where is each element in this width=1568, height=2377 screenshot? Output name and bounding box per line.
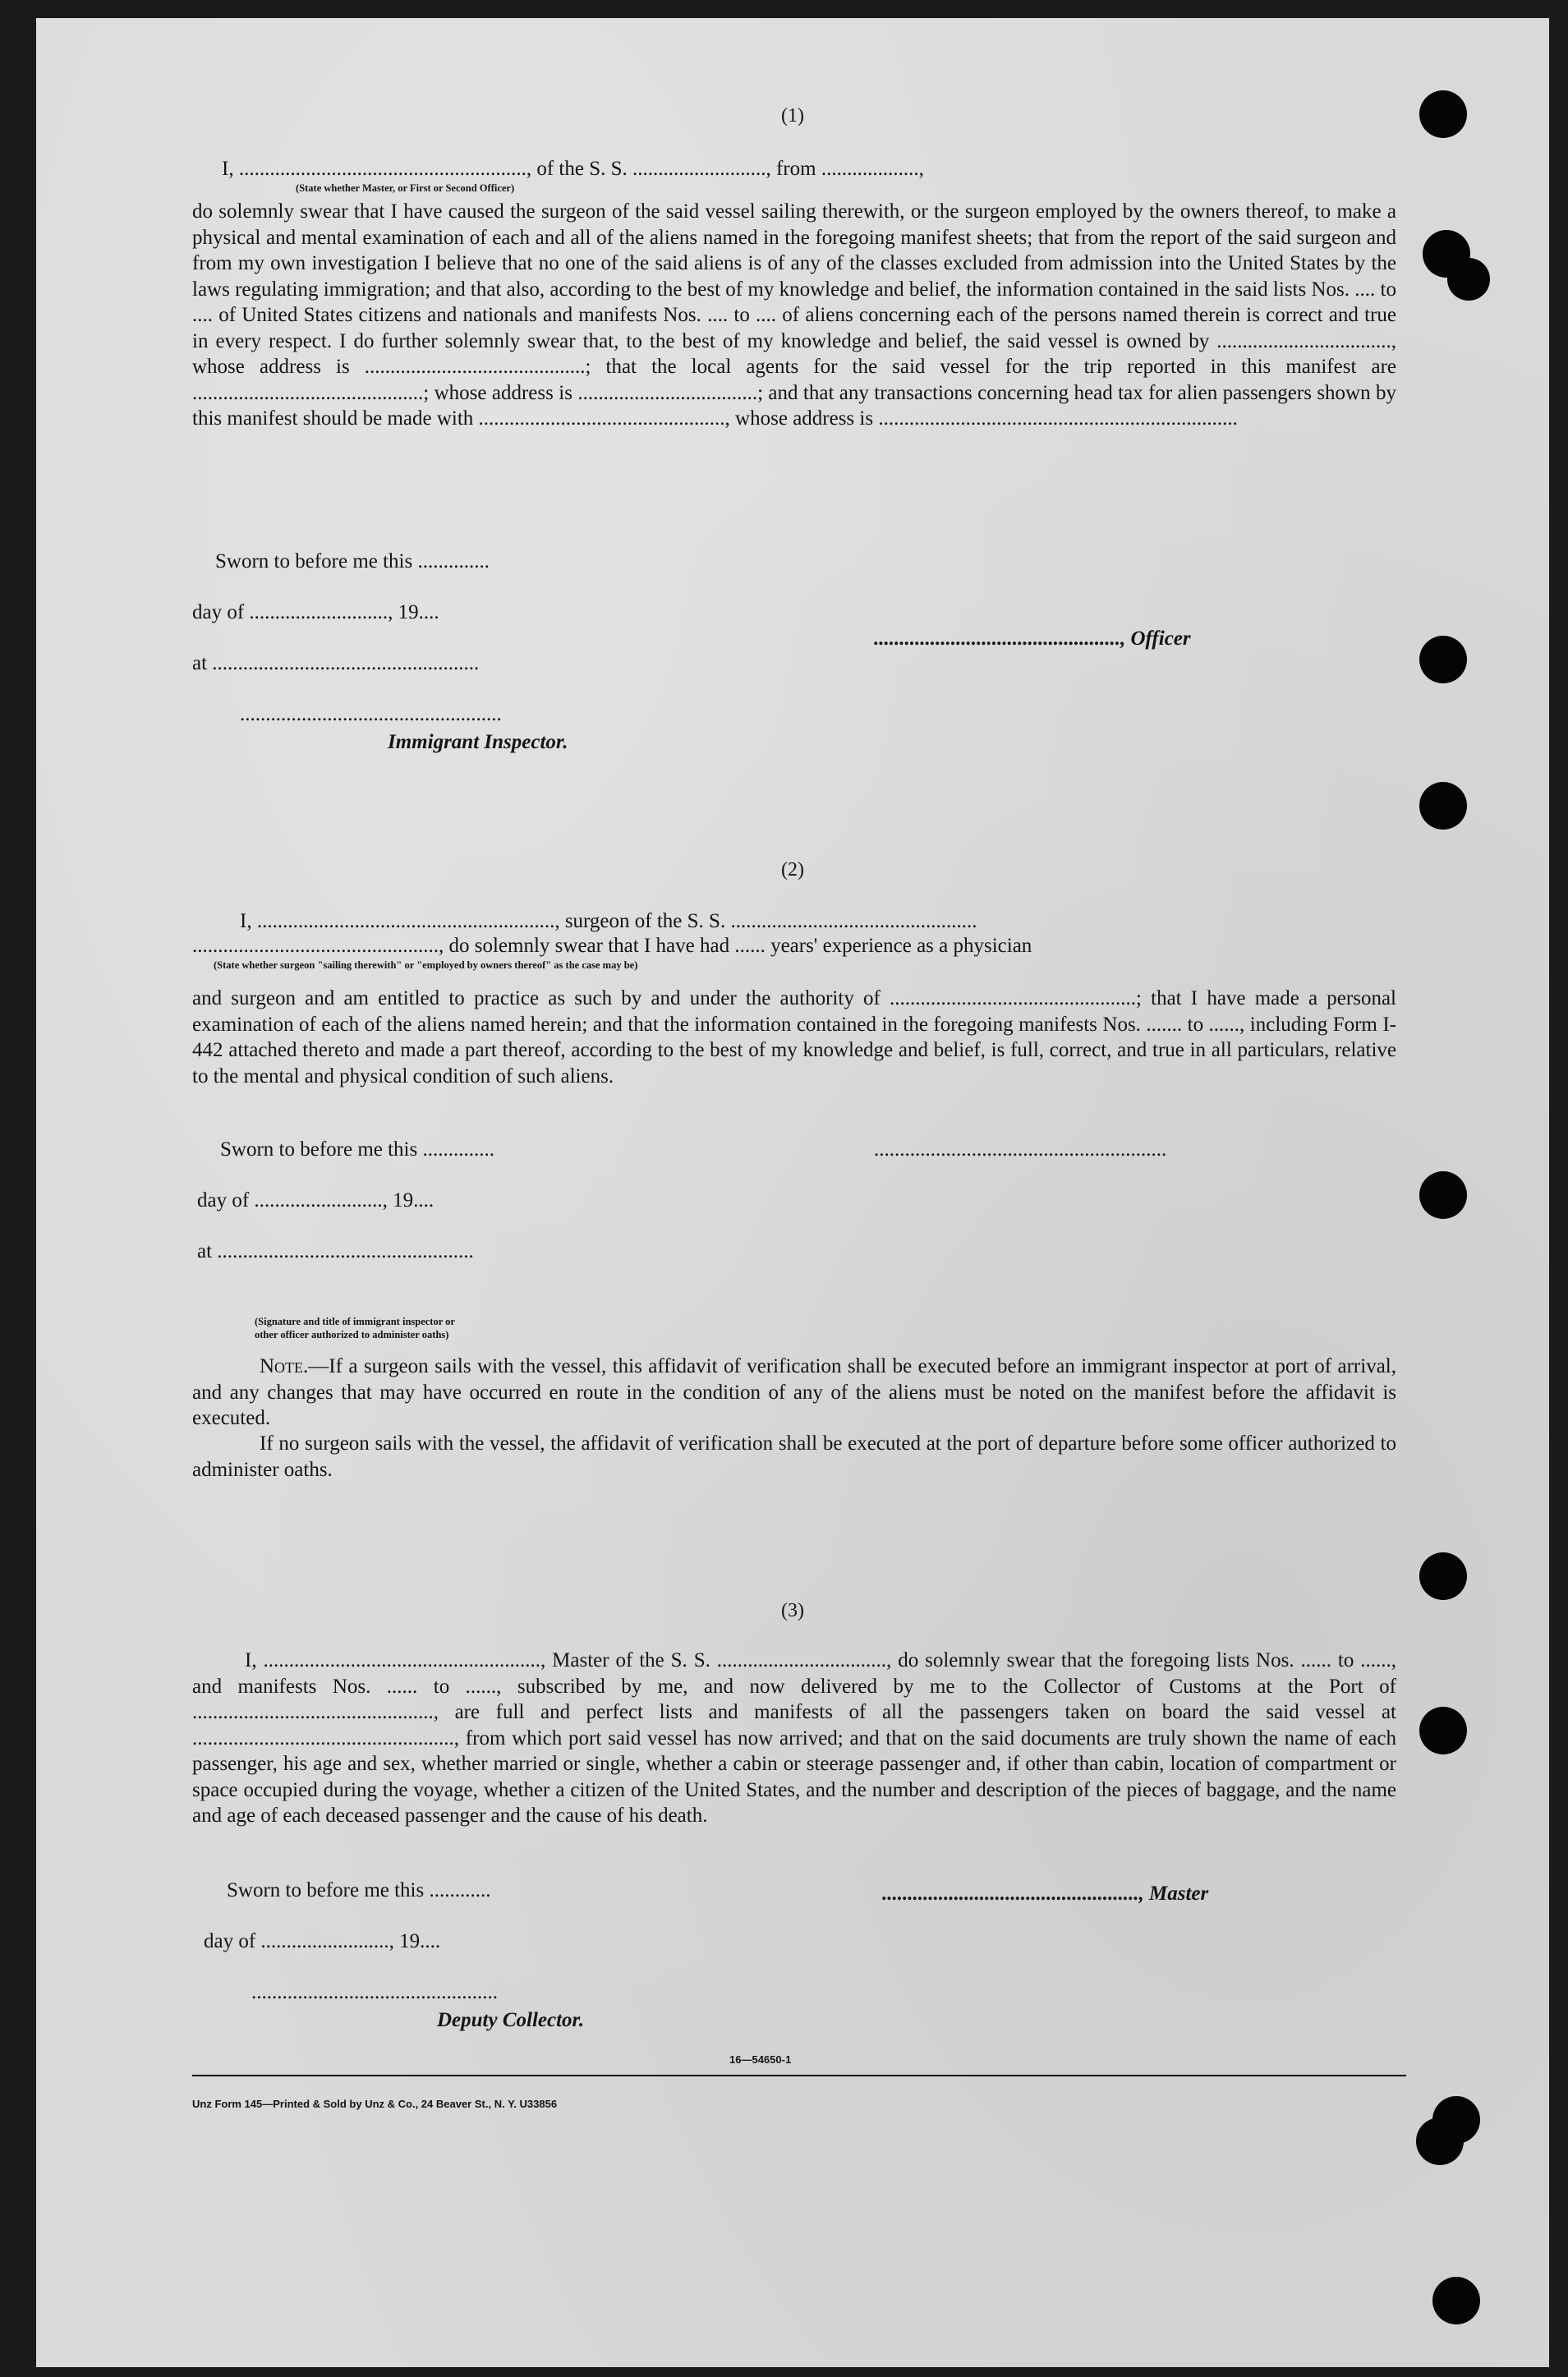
binder-hole [1416,2117,1464,2165]
manifest-page [36,18,1549,2367]
collector-signature-dots: ................................................ [251,1981,498,2003]
binder-hole [1419,1552,1467,1600]
binder-hole [1419,1707,1467,1754]
binder-hole [1419,636,1467,683]
note-label: Note. [260,1355,309,1377]
sworn-before-line: Sworn to before me this .............. [215,550,490,572]
surgeon-note: (State whether surgeon "sailing therewith" or "employed by owners thereof" as the case may be) [214,959,638,971]
printer-line: Unz Form 145—Printed & Sold by Unz & Co., 24 Beaver St., N. Y. U33856 [192,2098,558,2110]
signature-note: (Signature and title of immigrant inspector or [255,1316,455,1327]
binder-hole [1419,782,1467,830]
signature-note: other officer authorized to administer oaths) [255,1329,449,1340]
master-signature-line: .................................................., Master [882,1883,1209,1905]
officer-note: (State whether Master, or First or Second Officer) [296,182,515,194]
day-of-line: day of ........................., 19.... [204,1930,441,1952]
sworn-before-line: Sworn to before me this .............. [220,1138,494,1161]
sworn-before-line: Sworn to before me this ............ [227,1879,491,1901]
section-number: (1) [781,105,804,126]
master-oath-body: do solemnly swear that I have caused the surgeon of the said vessel sailing therewith, or the surgeon employed by the owners thereof, to make a physical and mental examination of each and all of the aliens named in the foregoing manifest sheets; that from the report of the said surgeon and from my own investigation I believe that no one of the said aliens is of any of the classes excluded from admission into the United States by the laws regulating immigration; and that also, according to the best of my knowledge and belief, the information contained in the said lists Nos. .... to .... of United States citizens and nationals and manifests Nos. .... to .... of aliens concerning each of the persons named therein is correct and true in every respect. I do further solemnly swear that, to the best of my knowledge and belief, the said vessel is owned by .................................., whose address is ...........................................; that the local agents for the said vessel for the trip reported in this manifest are .............................................; whose address is ...................................; and that any transactions concerning head tax for alien passengers shown by this manifest should be made with ................................................, whose address is ...................................................................... [192,200,1396,430]
note-text: —If a surgeon sails with the vessel, this affidavit of verification shall be executed before an immigrant inspector at port of arrival, and any changes that may have occurred en route in the condition of any of the aliens must be noted on the manifest before the affidavit is executed. [192,1355,1396,1429]
day-of-line: day of ........................., 19.... [197,1189,435,1211]
surgeon-oath-body: and surgeon and am entitled to practice as such by and under the authority of ................................................; that I have made a personal examination of each of the aliens named herein; and that the information contained in the foregoing manifests Nos. ....... to ......, including Form I-442 attached thereto and made a part thereof, according to the best of my knowledge and belief, is full, correct, and true in all particulars, relative to the mental and physical condition of such aliens. [192,987,1396,1087]
day-of-line: day of ..........................., 19.... [192,601,439,623]
binder-hole [1432,2277,1480,2324]
surgeon-signature-dots: ......................................................... [874,1138,1167,1161]
collector-label: Deputy Collector. [437,2009,585,2031]
inspector-label: Immigrant Inspector. [388,731,568,753]
note-paragraph [192,1354,1396,1432]
note-paragraph-2: If no surgeon sails with the vessel, the affidavit of verification shall be executed at the port of departure before some officer authorized to administer oaths. [192,1432,1396,1481]
section-number: (3) [781,1600,804,1621]
collector-oath-body: I, ......................................................, Master of the S. S. ................................., do solemnly swear that the foregoing lists Nos. ...... to ......, and manifests Nos. ...... to ......, subscribed by me, and now delivered by me to the Collector of Customs at the Port of ..............................................., are full and perfect lists and manifests of all the passengers taken on board the said vessel at ..................................................., from which port said vessel has now arrived; and that on the said documents are truly shown the name of each passenger, his age and sex, whether married or single, whether a cabin or steerage passenger and, if other than cabin, location of compartment or space occupied during the voyage, whether a citizen of the United States, and the number and description of the pieces of baggage, and the name and age of each deceased passenger and the cause of his death. [192,1649,1396,1827]
at-line: at .................................................... [192,652,480,674]
surgeon-experience-line: ................................................, do solemnly swear that I have had ...... years' experience as a physician [192,935,1032,957]
section-number: (2) [781,859,804,880]
binder-hole [1447,258,1490,301]
officer-signature-line: ................................................, Officer [874,628,1191,650]
binder-hole [1419,1171,1467,1219]
footer-divider [192,2075,1406,2076]
master-oath-line: I, ........................................................, of the S. S. .........................., from ..................., [222,158,924,180]
form-number: 16—54650-1 [729,2053,792,2066]
at-line: at .................................................. [197,1240,474,1262]
surgeon-oath-line: I, .........................................................., surgeon of the S. S. ................................................ [240,910,977,932]
inspector-signature-dots: ................................................... [240,703,502,725]
